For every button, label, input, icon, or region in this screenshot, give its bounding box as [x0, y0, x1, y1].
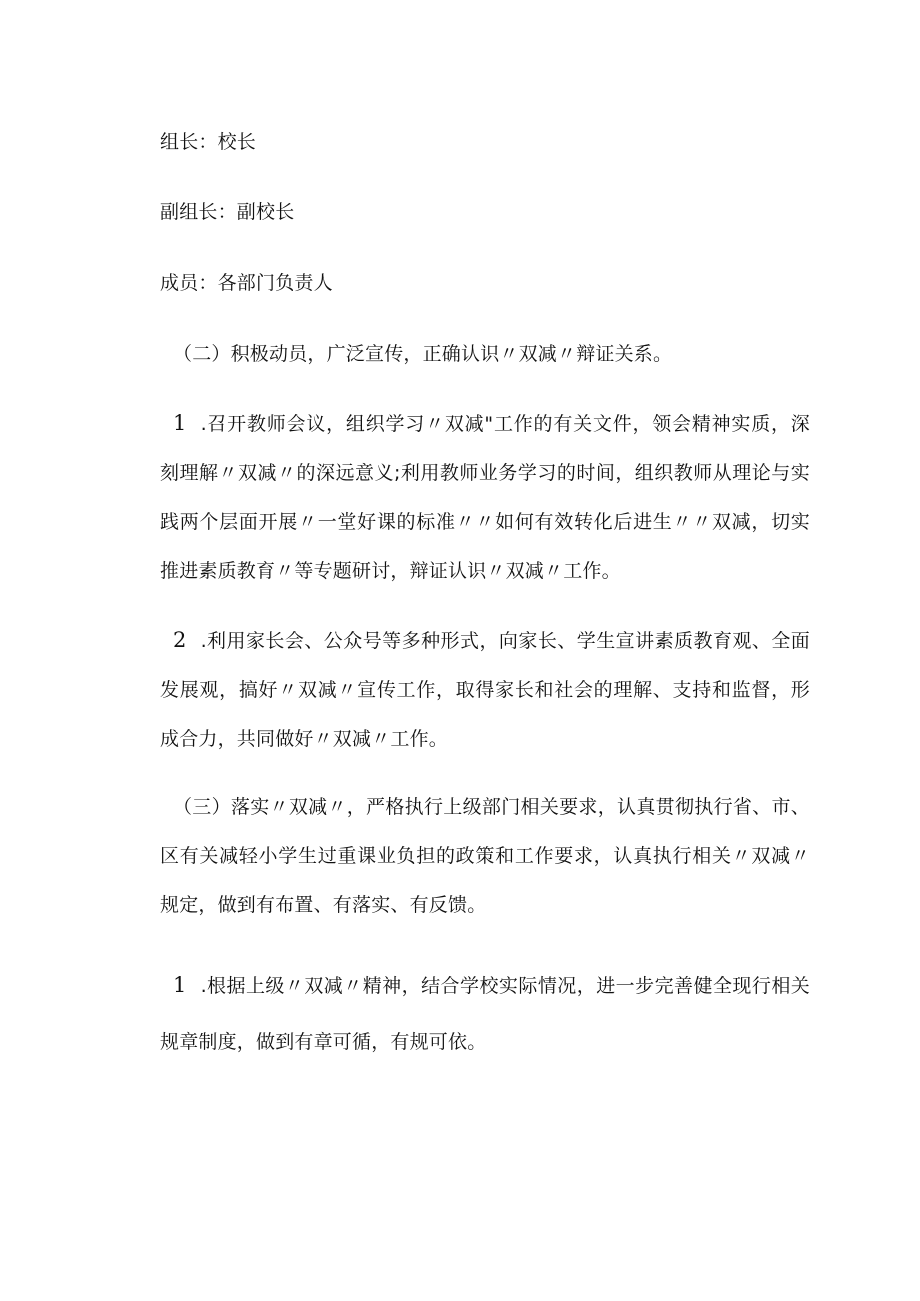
section-2-heading: （二）积极动员，广泛宣传，正确认识〃双减〃辩证关系。: [173, 343, 673, 365]
item-text: .利用家长会、公众号等多种形式，向家长、学生宣讲素质教育观、全面发展观，搞好〃双减〃宣传工作，取得家长和社会的理解、支持和监督，形成合力，共同做好〃双减〃工作。: [160, 630, 810, 750]
item-text: .召开教师会议，组织学习〃双减"工作的有关文件，领会精神实质，深刻理解〃双减〃的深远意义;利用教师业务学习的时间，组织教师从理论与实践两个层面开展〃一堂好课的标准〃〃如何有效转化后进生〃〃双减，切实推进素质教育〃等专题研讨，辩证认识〃双减〃工作。: [160, 413, 810, 582]
section-2-item-1: [160, 399, 810, 596]
leader-line: 组长：校长: [160, 131, 257, 153]
deputy-leader-line: 副组长：副校长: [160, 201, 295, 223]
members-line: 成员：各部门负责人: [160, 272, 333, 294]
section-3-paragraph: （三）落实〃双减〃，严格执行上级部门相关要求，认真贯彻执行省、市、区有关减轻小学生过重课业负担的政策和工作要求，认真执行相关〃双减〃规定，做到有布置、有落实、有反馈。: [160, 796, 810, 916]
item-number: 1: [173, 411, 187, 435]
section-2-item-2: [160, 616, 810, 764]
item-number: 2: [173, 628, 187, 652]
section-3-item-1: [160, 957, 810, 1070]
item-number: 1: [173, 973, 187, 997]
item-text: .根据上级〃双减〃精神，结合学校实际情况，进一步完善健全现行相关规章制度，做到有章可循，有规可依。: [160, 975, 810, 1053]
